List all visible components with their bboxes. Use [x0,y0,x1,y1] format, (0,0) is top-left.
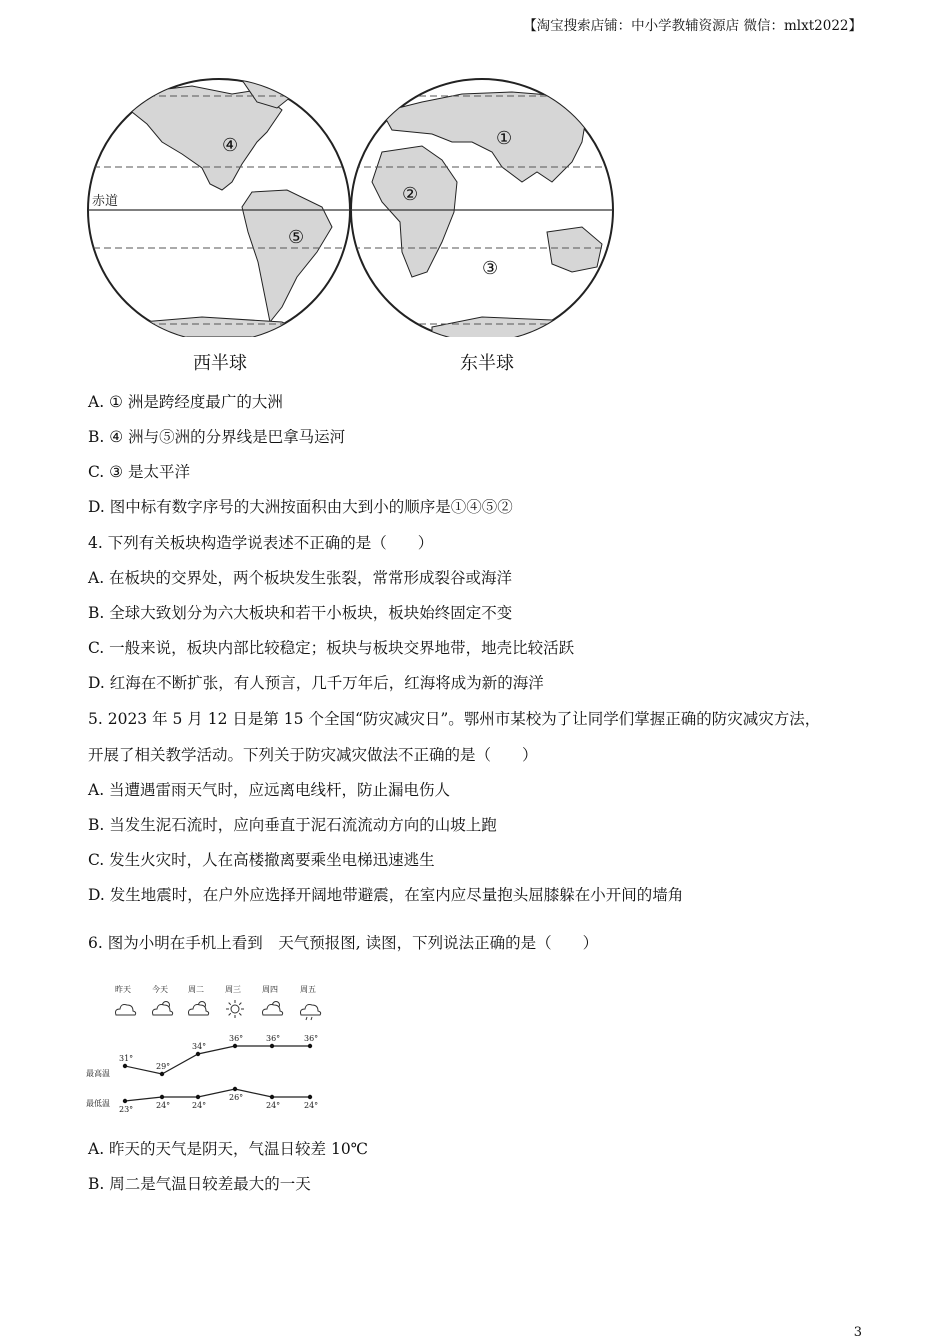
partly-sunny-icon [189,1002,209,1016]
low-temp-value: 24° [192,1101,207,1110]
q5-option-c: C. 发生火灾时，人在高楼撤离要乘坐电梯迅速逃生 [88,851,435,869]
q3-option-d: D. 图中标有数字序号的大洲按面积由大到小的顺序是①④⑤② [88,498,513,516]
continent-label-5: ⑤ [288,227,305,248]
day-label: 今天 [152,985,168,994]
low-temp-value: 26° [229,1093,244,1102]
page-header: 【淘宝搜索店铺：中小学教辅资源店 微信：mlxt2022】 [523,18,862,34]
high-temp-point [123,1064,127,1068]
continent-label-1: ① [496,128,513,149]
q5-stem-line1: 5. 2023 年 5 月 12 日是第 15 个全国“防灾减灾日”。鄂州市某校为了让同学们掌握正确的防灾减灾方法， [88,710,821,728]
low-temp-point [270,1095,274,1099]
q6-option-a: A. 昨天的天气是阴天，气温日较差 10℃ [88,1140,369,1158]
high-temp-point [160,1072,164,1076]
q3-option-b: B. ④ 洲与⑤洲的分界线是巴拿马运河 [88,428,346,446]
q4-option-d: D. 红海在不断扩张，有人预言，几千万年后，红海将成为新的海洋 [88,674,544,692]
q4-option-c: C. 一般来说，板块内部比较稳定；板块与板块交界地带，地壳比较活跃 [88,639,575,657]
high-temp-value: 36° [266,1034,281,1043]
q3-option-a: A. ① 洲是跨经度最广的大洲 [88,393,283,411]
q5-option-a: A. 当遭遇雷雨天气时，应远离电线杆，防止漏电伤人 [88,781,451,799]
equator-label: 赤道 [92,194,119,209]
day-label: 周四 [262,985,278,994]
q5-option-b: B. 当发生泥石流时，应向垂直于泥石流流动方向的山坡上跑 [88,816,497,834]
western-hemisphere [82,76,362,337]
low-temp-point [196,1095,200,1099]
page-number: 3 [853,1325,862,1340]
day-label: 周五 [300,985,316,994]
day-label: 昨天 [115,985,131,994]
sunny-icon [226,1000,244,1018]
low-temp-point [308,1095,312,1099]
partly-sunny-icon [263,1002,283,1016]
low-temp-label: 最低温 [86,1099,110,1108]
q6-stem: 6. 图为小明在手机上看到 天气预报图, 读图，下列说法正确的是（ ） [88,934,599,952]
hemisphere-map [82,72,627,337]
high-temp-line [125,1046,310,1074]
high-temp-value: 31° [119,1054,134,1063]
weather-forecast-figure [84,978,334,1118]
day-label: 周二 [188,985,204,994]
low-temp-line [125,1089,310,1101]
east-hemisphere-caption: 东半球 [460,353,514,374]
q5-stem-line2: 开展了相关教学活动。下列关于防灾减灾做法不正确的是（ ） [88,746,538,764]
low-temp-point [123,1099,127,1103]
eastern-hemisphere [342,79,622,337]
high-temp-value: 36° [304,1034,319,1043]
low-temp-value: 23° [119,1105,134,1114]
high-temp-point [196,1052,200,1056]
low-temp-value: 24° [156,1101,171,1110]
high-temp-value: 29° [156,1062,171,1071]
high-temp-point [233,1044,237,1048]
high-temp-point [308,1044,312,1048]
low-temp-value: 24° [304,1101,319,1110]
west-hemisphere-caption: 西半球 [193,353,247,374]
rain-icon [301,1005,321,1021]
low-temp-point [233,1087,237,1091]
q3-option-c: C. ③ 是太平洋 [88,463,190,481]
high-temp-point [270,1044,274,1048]
high-temp-value: 34° [192,1042,207,1051]
low-temp-value: 24° [266,1101,281,1110]
high-temp-value: 36° [229,1034,244,1043]
low-temp-point [160,1095,164,1099]
cloudy-icon [116,1005,136,1016]
q6-option-b: B. 周二是气温日较差最大的一天 [88,1175,311,1193]
continent-label-3: ③ [482,258,499,279]
day-label: 周三 [225,985,241,994]
partly-sunny-icon [153,1002,173,1016]
continent-label-4: ④ [222,135,239,156]
q4-option-a: A. 在板块的交界处，两个板块发生张裂，常常形成裂谷或海洋 [88,569,513,587]
continent-label-2: ② [402,184,419,205]
q4-option-b: B. 全球大致划分为六大板块和若干小板块，板块始终固定不变 [88,604,513,622]
q4-stem: 4. 下列有关板块构造学说表述不正确的是（ ） [88,534,434,552]
q5-option-d: D. 发生地震时，在户外应选择开阔地带避震，在室内应尽量抱头屈膝躲在小开间的墙角 [88,886,684,904]
high-temp-label: 最高温 [86,1069,110,1078]
